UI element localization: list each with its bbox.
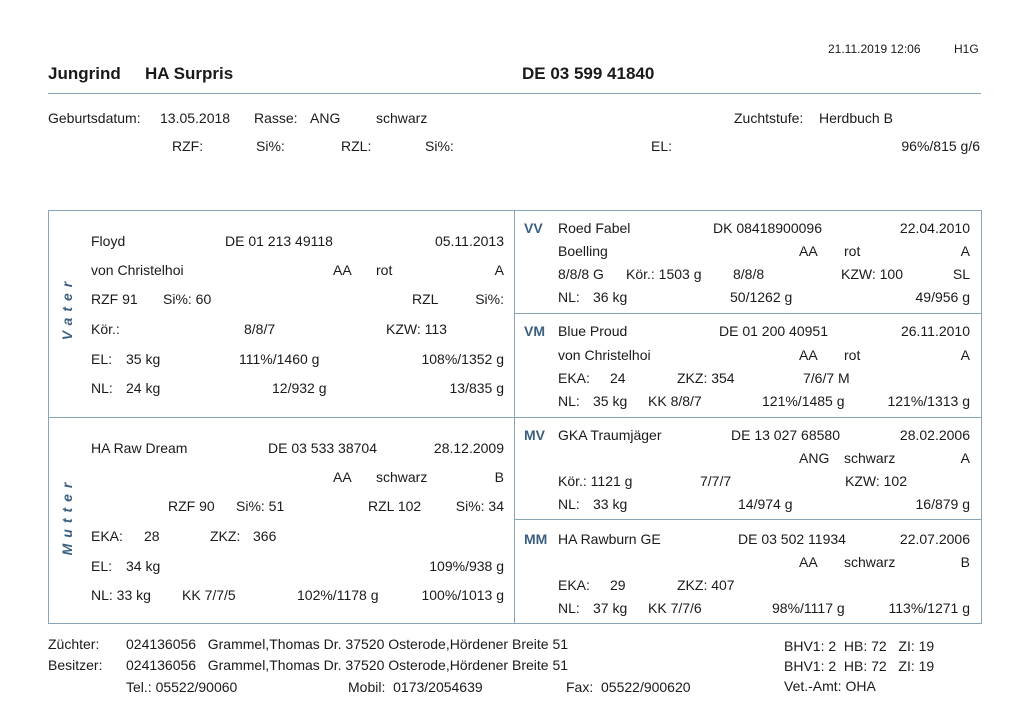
vv-grade: A — [960, 243, 970, 259]
mutter-rzl: RZL 102 — [368, 498, 422, 514]
mv-id: DE 13 027 68580 — [731, 427, 840, 443]
vv-vm-divider — [514, 313, 982, 314]
mutter-si: Si%: 51 — [236, 498, 285, 514]
mobile: Mobil: 0173/2054639 — [348, 679, 483, 695]
vater-nl-pct1: 12/932 g — [272, 380, 327, 396]
vv-nl-pct2: 49/956 g — [915, 289, 970, 305]
vater-name: Floyd — [91, 233, 126, 249]
si-label-1: Si%: — [256, 138, 285, 154]
vater-nl-pct2: 13/835 g — [449, 380, 504, 396]
zuchtstufe-value: Herdbuch B — [819, 110, 893, 126]
mm-name: HA Rawburn GE — [558, 531, 661, 547]
vv-nl-value: 36 kg — [593, 289, 628, 305]
vater-kzw: KZW: 113 — [386, 321, 447, 337]
vater-kor-label: Kör.: — [91, 321, 120, 337]
color-value: schwarz — [376, 110, 428, 126]
vv-kor2: 8/8/8 — [733, 266, 765, 282]
mutter-zkz-label: ZKZ: — [210, 528, 241, 544]
mutter-el-value: 34 kg — [126, 558, 161, 574]
vater-el-label: EL: — [91, 351, 113, 367]
vm-nl-pct1: 121%/1485 g — [762, 393, 845, 409]
bhv-line-1: BHV1: 2 HB: 72 ZI: 19 — [784, 638, 935, 654]
mv-breed: ANG — [799, 450, 830, 466]
header-divider — [48, 93, 981, 94]
mutter-nl: NL: 33 kg — [91, 587, 151, 603]
mutter-side-label: Mutter — [59, 476, 75, 556]
zuchter-value: 024136056 Grammel,Thomas Dr. 37520 Osterode,Hördener Breite 51 — [126, 636, 569, 652]
mutter-nl-pct1: 102%/1178 g — [297, 587, 379, 603]
mm-zkz: ZKZ: 407 — [677, 577, 735, 593]
telephone: Tel.: 05522/90060 — [126, 679, 238, 695]
mv-date: 28.02.2006 — [899, 427, 970, 443]
mm-id: DE 03 502 11934 — [738, 531, 846, 547]
mutter-eka-value: 28 — [144, 528, 160, 544]
vv-date: 22.04.2010 — [899, 220, 970, 236]
vater-kor-value: 8/8/7 — [244, 321, 276, 337]
mutter-breed: AA — [333, 469, 352, 485]
vv-breed: AA — [799, 243, 818, 259]
vater-nl-value: 24 kg — [126, 380, 161, 396]
vv-sl: SL — [952, 266, 970, 282]
vm-zkz: ZKZ: 354 — [677, 370, 735, 386]
vm-nl-label: NL: — [558, 393, 580, 409]
bhv-line-2: BHV1: 2 HB: 72 ZI: 19 — [784, 658, 935, 674]
birth-label: Geburtsdatum: — [48, 110, 141, 126]
vm-date: 26.11.2010 — [900, 323, 970, 339]
mv-kor: Kör.: 1121 g — [558, 473, 633, 489]
vv-nl-pct1: 50/1262 g — [730, 289, 793, 305]
vv-nl-label: NL: — [558, 289, 580, 305]
vv-kor: Kör.: 1503 g — [626, 266, 702, 282]
vm-breeder: von Christelhoi — [558, 347, 651, 363]
mutter-el-label: EL: — [91, 558, 113, 574]
zuchtstufe-label: Zuchtstufe: — [734, 110, 804, 126]
vv-name: Roed Fabel — [558, 220, 631, 236]
mm-nl-value: 37 kg — [593, 600, 628, 616]
vv-breeder: Boelling — [558, 243, 608, 259]
rasse-value: ANG — [310, 110, 341, 126]
mm-breed: AA — [799, 554, 818, 570]
animal-name: HA Surpris — [145, 64, 234, 83]
mutter-name: HA Raw Dream — [91, 440, 188, 456]
timestamp: 21.11.2019 12:06 — [828, 42, 921, 56]
mv-nl-pct1: 14/974 g — [738, 496, 793, 512]
vm-eka-label: EKA: — [558, 370, 590, 386]
mutter-grade: B — [494, 469, 504, 485]
mutter-eka-label: EKA: — [91, 528, 123, 544]
vater-el-value: 35 kg — [126, 351, 161, 367]
rzl-label: RZL: — [341, 138, 372, 154]
vm-name: Blue Proud — [558, 323, 628, 339]
vm-kk: KK 8/8/7 — [648, 393, 702, 409]
rzf-label: RZF: — [172, 138, 204, 154]
mm-date: 22.07.2006 — [899, 531, 970, 547]
mv-name: GKA Traumjäger — [558, 427, 662, 443]
vv-kzw: KZW: 100 — [841, 266, 903, 282]
mutter-el-pct: 109%/938 g — [429, 558, 504, 574]
vv-id: DK 08418900096 — [713, 220, 822, 236]
mm-kk: KK 7/7/6 — [648, 600, 702, 616]
mutter-date: 28.12.2009 — [433, 440, 504, 456]
vater-side-label: Vater — [59, 275, 75, 341]
vater-breeder: von Christelhoi — [91, 262, 184, 278]
vater-si: Si%: 60 — [163, 291, 212, 307]
birth-value: 13.05.2018 — [160, 110, 231, 126]
mv-grade: A — [960, 450, 970, 466]
si-label-2: Si%: — [425, 138, 454, 154]
vater-el-pct2: 108%/1352 g — [421, 351, 504, 367]
vm-nl-pct2: 121%/1313 g — [887, 393, 970, 409]
fax: Fax: 05522/900620 — [566, 679, 691, 695]
el-value: 96%/815 g/6 — [901, 138, 980, 154]
rasse-label: Rasse: — [254, 110, 298, 126]
mv-kor2: 7/7/7 — [700, 473, 732, 489]
vm-code: VM — [524, 323, 545, 339]
vm-grade: A — [960, 347, 970, 363]
mutter-id: DE 03 533 38704 — [268, 440, 377, 456]
vm-breed: AA — [799, 347, 818, 363]
mutter-kk: KK 7/7/5 — [182, 587, 236, 603]
animal-type: Jungrind — [48, 64, 121, 83]
vv-color: rot — [844, 243, 861, 259]
vater-rzf: RZF 91 — [91, 291, 138, 307]
mm-color: schwarz — [844, 554, 896, 570]
mm-eka-label: EKA: — [558, 577, 590, 593]
vater-nl-label: NL: — [91, 380, 113, 396]
vm-eka-value: 24 — [610, 370, 626, 386]
vater-grade: A — [494, 262, 504, 278]
vater-color: rot — [376, 262, 393, 278]
el-label: EL: — [651, 138, 673, 154]
mm-nl-pct1: 98%/1117 g — [772, 600, 845, 616]
mv-mm-divider — [514, 519, 982, 520]
mv-kzw: KZW: 102 — [845, 473, 907, 489]
vm-mv-divider — [514, 417, 982, 418]
vet-office: Vet.-Amt: OHA — [784, 678, 876, 694]
vv-g: 8/8/8 G — [558, 266, 604, 282]
mm-code: MM — [524, 531, 548, 547]
mv-code: MV — [524, 427, 545, 443]
mutter-rzf: RZF 90 — [168, 498, 215, 514]
vm-id: DE 01 200 40951 — [719, 323, 828, 339]
besitzer-label: Besitzer: — [48, 657, 103, 673]
page-code: H1G — [954, 42, 979, 56]
mv-color: schwarz — [844, 450, 896, 466]
vater-el-pct1: 111%/1460 g — [239, 351, 320, 367]
mutter-zkz-value: 366 — [253, 528, 277, 544]
mm-grade: B — [960, 554, 970, 570]
vm-nl-value: 35 kg — [593, 393, 628, 409]
vv-code: VV — [524, 220, 543, 236]
mv-nl-value: 33 kg — [593, 496, 628, 512]
vater-rzl: RZL — [412, 291, 439, 307]
mm-nl-pct2: 113%/1271 g — [888, 600, 970, 616]
mm-nl-label: NL: — [558, 600, 580, 616]
mv-nl-label: NL: — [558, 496, 580, 512]
mm-eka-value: 29 — [610, 577, 626, 593]
vm-m: 7/6/7 M — [803, 370, 850, 386]
mv-nl-pct2: 16/879 g — [915, 496, 970, 512]
animal-id: DE 03 599 41840 — [522, 64, 655, 83]
zuchter-label: Züchter: — [48, 636, 100, 652]
mutter-si2: Si%: 34 — [455, 498, 504, 514]
besitzer-value: 024136056 Grammel,Thomas Dr. 37520 Osterode,Hördener Breite 51 — [126, 657, 569, 673]
mutter-nl-pct2: 100%/1013 g — [421, 587, 504, 603]
vater-breed: AA — [333, 262, 352, 278]
vater-mutter-divider — [48, 417, 515, 418]
vater-date: 05.11.2013 — [434, 233, 504, 249]
vm-color: rot — [844, 347, 861, 363]
mutter-color: schwarz — [376, 469, 428, 485]
vater-si2: Si%: — [475, 291, 504, 307]
vater-id: DE 01 213 49118 — [225, 233, 333, 249]
